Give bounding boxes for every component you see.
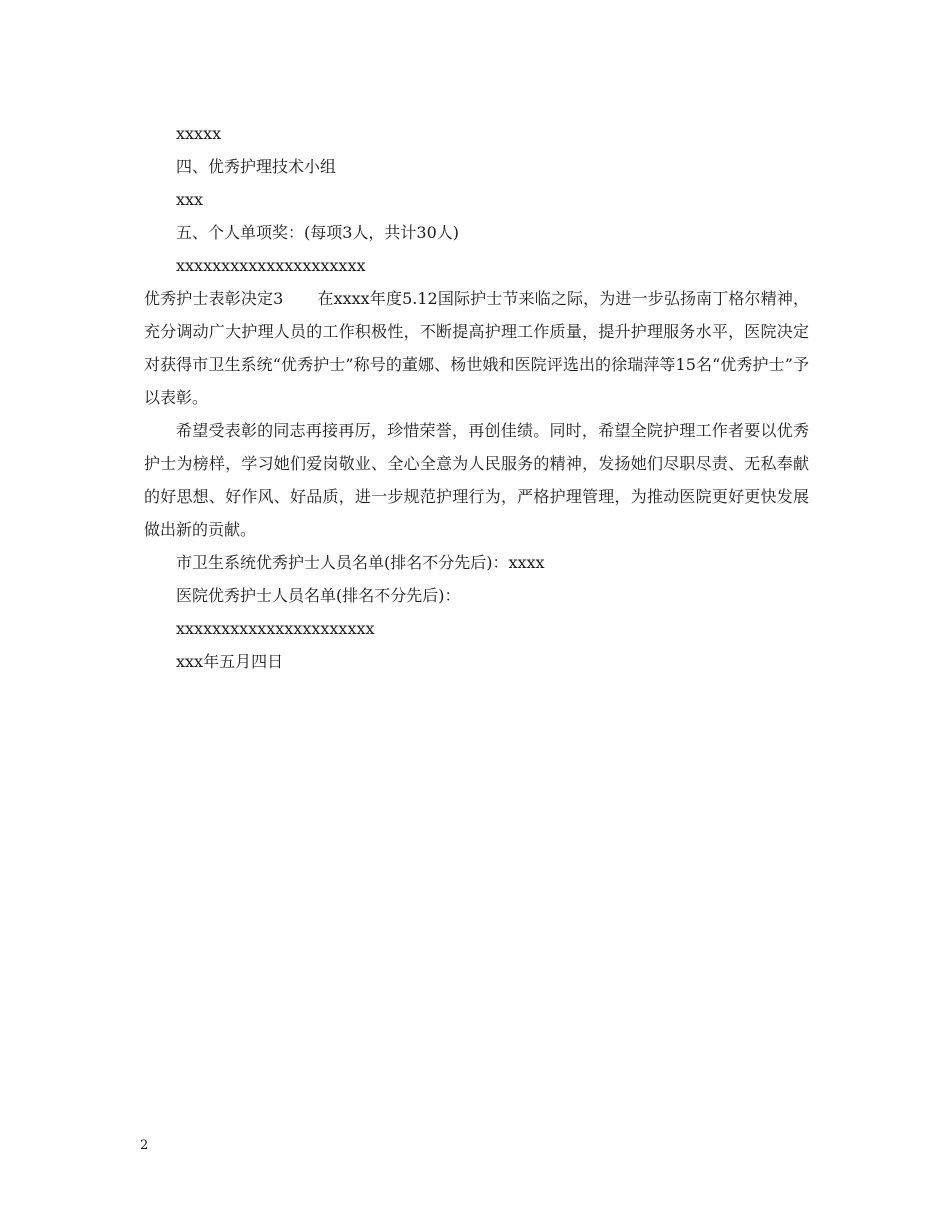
section-title: 优秀护士表彰决定3 bbox=[144, 289, 284, 308]
section-heading-4: 四、优秀护理技术小组 bbox=[176, 157, 337, 176]
hospital-nurse-list-heading: 医院优秀护士人员名单(排名不分先后)： bbox=[176, 586, 461, 605]
city-nurse-list-line: 市卫生系统优秀护士人员名单(排名不分先后)：xxxx bbox=[176, 553, 545, 572]
document-content bbox=[144, 117, 809, 678]
hope-paragraph: 希望受表彰的同志再接再厉，珍惜荣誉，再创佳绩。同时，希望全院护理工作者要以优秀护士为榜样，学习她们爱岗敬业、全心全意为人民服务的精神，发扬她们尽职尽责、无私奉献的好思想、好作风、好品质，进一步规范护理行为，严格护理管理，为推动医院更好更快发展做出新的贡献。 bbox=[144, 421, 809, 539]
section-heading-5: 五、个人单项奖：(每项3人，共计30人) bbox=[176, 223, 460, 242]
commendation-text: 在xxxx年度5.12国际护士节来临之际，为进一步弘扬南丁格尔精神，充分调动广大护理人员的工作积极性，不断提高护理工作质量，提升护理服务水平，医院决定对获得市卫生系统“优秀护士”称号的董娜、杨世娥和医院评选出的徐瑞萍等15名“优秀护士”予以表彰。 bbox=[144, 289, 809, 407]
team-names-line: xxx bbox=[176, 190, 204, 209]
page-number: 2 bbox=[140, 1138, 149, 1153]
commendation-paragraph bbox=[144, 282, 809, 414]
hospital-nurse-names-line: xxxxxxxxxxxxxxxxxxxxxx bbox=[176, 619, 375, 638]
award-names-line: xxxxx bbox=[176, 124, 222, 143]
document-date: xxx年五月四日 bbox=[176, 652, 284, 671]
individual-names-line: xxxxxxxxxxxxxxxxxxxxx bbox=[176, 256, 366, 275]
